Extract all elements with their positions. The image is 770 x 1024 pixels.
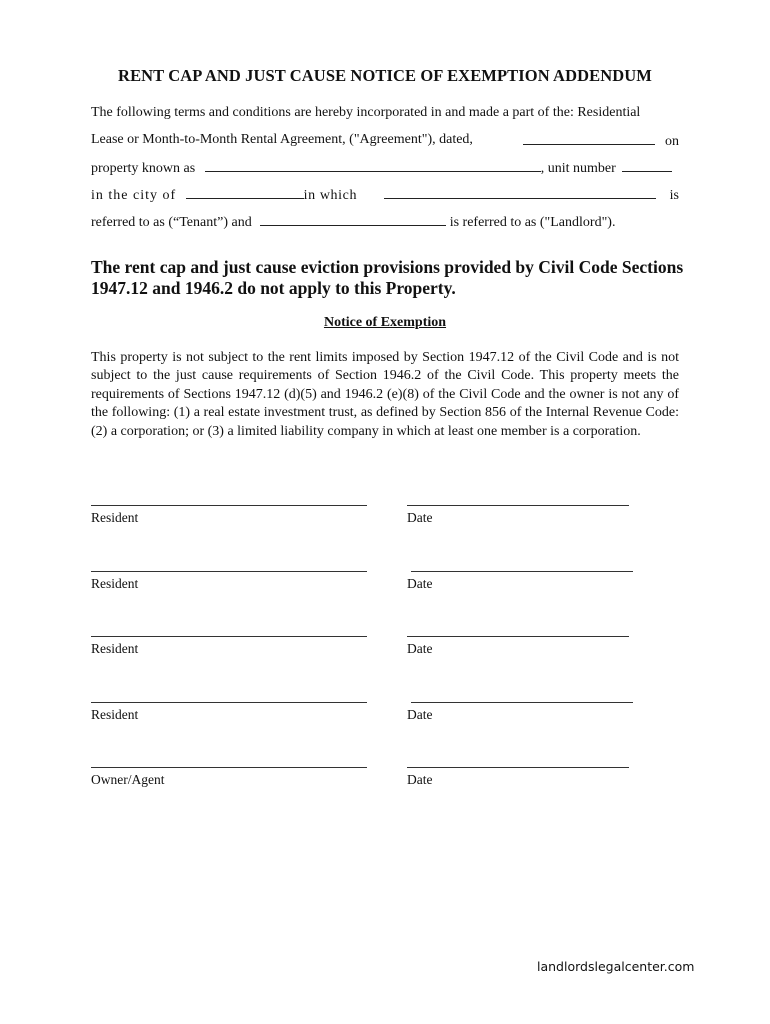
resident-signature-line[interactable] xyxy=(91,702,367,703)
notice-title: Notice of Exemption xyxy=(323,315,447,330)
resident-label: Resident xyxy=(91,576,139,591)
date-label: Date xyxy=(407,576,433,591)
intro-text: in the city of xyxy=(91,188,177,203)
date-signature-line[interactable] xyxy=(407,636,629,637)
notice-body: This property is not subject to the rent limits imposed by Section 1947.12 of the Civil Code and is not subject to the just cause requirements of Section 1946.2 of the Civil Code. This property meets the requirements of Sections 1947.12 (d)(5) and 1946.2 (e)(8) of the Civil Code and the owner is not any of the following: (1) a real estate investment trust, as defined by Section 856 of the Internal Revenue Code: (2) a corporation; or (3) a limited liability company in which at least one member is a corporation. xyxy=(91,350,679,439)
date-signature-line[interactable] xyxy=(411,571,633,572)
date-blank[interactable] xyxy=(523,131,655,145)
date-label: Date xyxy=(407,510,433,525)
date-label: Date xyxy=(407,707,433,722)
date-label: Date xyxy=(407,772,433,787)
intro-text: is xyxy=(669,188,679,203)
intro-line-4 xyxy=(91,185,679,204)
footer-website: landlordslegalcenter.com xyxy=(537,959,695,974)
intro-text: Lease or Month-to-Month Rental Agreement, ("Agreement"), dated, xyxy=(91,132,473,147)
intro-line-1 xyxy=(91,104,679,121)
landlord-blank[interactable] xyxy=(260,212,446,226)
resident-signature-line[interactable] xyxy=(91,505,367,506)
exemption-heading: The rent cap and just cause eviction provisions provided by Civil Code Sections 1947.12 and 1946.2 do not apply to this Property. xyxy=(91,257,684,298)
resident-signature-line[interactable] xyxy=(91,571,367,572)
city-blank[interactable] xyxy=(186,185,304,199)
intro-text: in which xyxy=(303,188,358,203)
intro-text: The following terms and conditions are hereby incorporated in and made a part of the: Residential xyxy=(91,105,641,120)
intro-text: referred to as (“Tenant”) and xyxy=(91,215,252,230)
resident-label: Resident xyxy=(91,707,139,722)
date-signature-line[interactable] xyxy=(407,505,629,506)
intro-line-5 xyxy=(91,212,679,231)
date-label: Date xyxy=(407,641,433,656)
date-signature-line[interactable] xyxy=(411,702,633,703)
property-blank[interactable] xyxy=(205,158,541,172)
owner-agent-signature-line[interactable] xyxy=(91,767,367,768)
intro-line-2 xyxy=(91,131,679,150)
intro-text: , unit number xyxy=(540,161,616,176)
document-title: RENT CAP AND JUST CAUSE NOTICE OF EXEMPTION ADDENDUM xyxy=(118,66,652,85)
tenant-blank[interactable] xyxy=(384,185,656,199)
date-signature-line[interactable] xyxy=(407,767,629,768)
intro-text: on xyxy=(665,134,679,149)
resident-label: Resident xyxy=(91,510,139,525)
resident-signature-line[interactable] xyxy=(91,636,367,637)
intro-line-3 xyxy=(91,158,679,177)
intro-text: is referred to as ("Landlord"). xyxy=(449,215,616,230)
intro-text: property known as xyxy=(91,161,196,176)
unit-number-blank[interactable] xyxy=(622,158,672,172)
resident-label: Resident xyxy=(91,641,139,656)
owner-agent-label: Owner/Agent xyxy=(91,772,165,787)
